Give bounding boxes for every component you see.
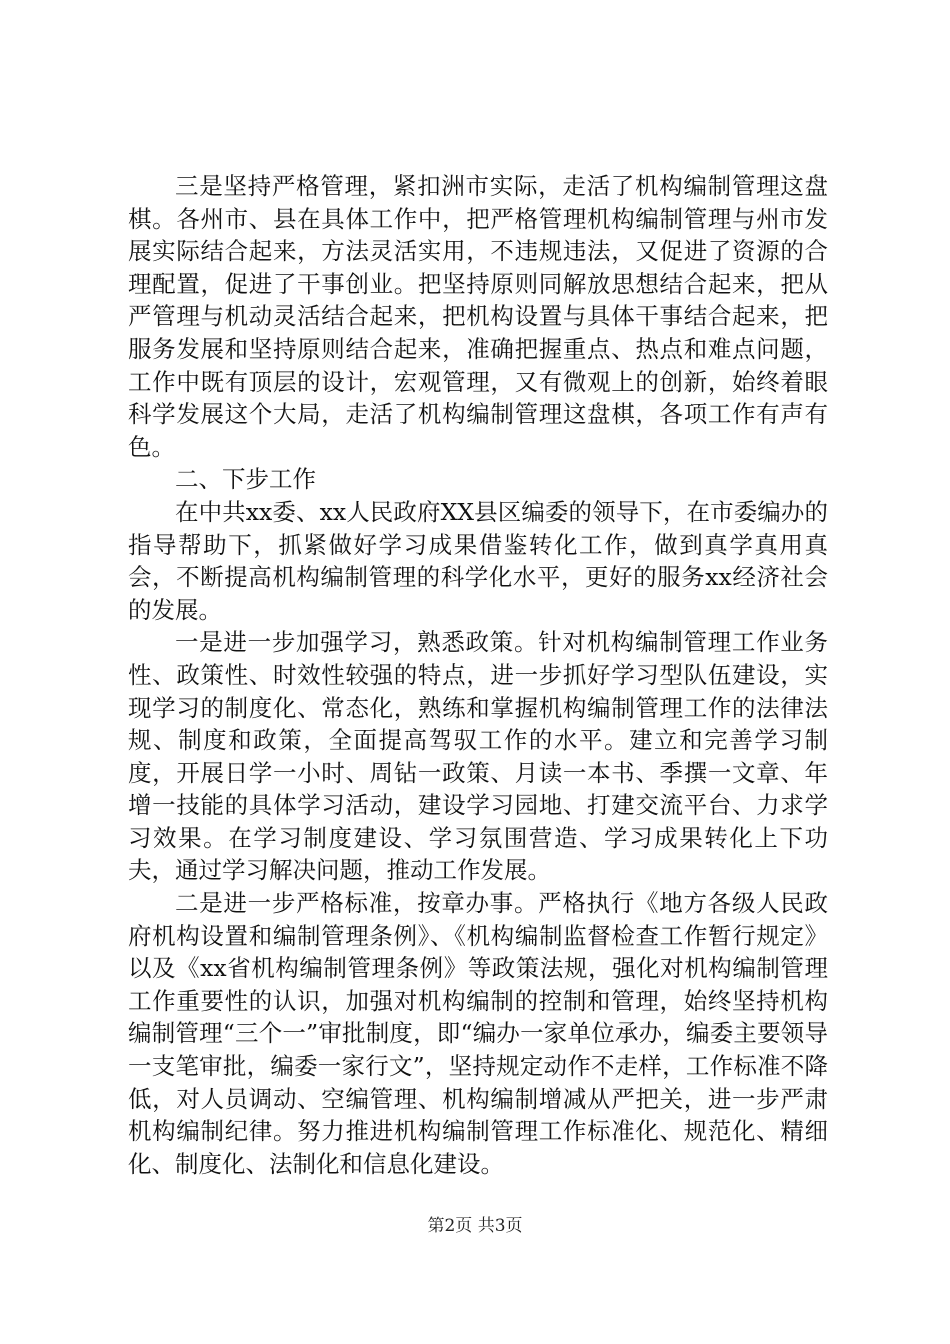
paragraph-strengthen-learning: 一是进一步加强学习，熟悉政策。针对机构编制管理工作业务性、政策性、时效性较强的特点，进一步抓好学习型队伍建设，实现学习的制度化、常态化，熟练和掌握机构编制管理工作的法律法规、制度和政策，全面提高驾驭工作的水平。建立和完善学习制度，开展日学一小时、周钻一政策、月读一本书、季撰一文章、年增一技能的具体学习活动，建设学习园地、打建交流平台、力求学习效果。在学习制度建设、学习氛围营造、学习成果转化上下功夫，通过学习解决问题，推动工作发展。 [128,628,828,885]
page-number-footer: 第2页 共3页 [427,1216,523,1236]
paragraph-next-steps-intro: 在中共xx委、xx人民政府XX县区编委的领导下，在市委编办的指导帮助下，抓紧做好学习成果借鉴转化工作，做到真学真用真会，不断提高机构编制管理的科学化水平，更好的服务xx经济社会的发展。 [128,497,828,624]
section-heading-next-steps: 二、下步工作 [175,465,316,494]
document-body [128,170,828,1180]
paragraph-strict-standards: 二是进一步严格标准，按章办事。严格执行《地方各级人民政府机构设置和编制管理条例》、《机构编制监督检查工作暂行规定》以及《xx省机构编制管理条例》等政策法规，强化对机构编制管理工作重要性的认识，加强对机构编制的控制和管理，始终坚持机构编制管理“三个一”审批制度，即“编办一家单位承办，编委主要领导一支笔审批，编委一家行文”，坚持规定动作不走样，工作标准不降低，对人员调动、空编管理、机构编制增减从严把关，进一步严肃机构编制纪律。努力推进机构编制管理工作标准化、规范化、精细化、制度化、法制化和信息化建设。 [128,889,828,1178]
paragraph-strict-management: 三是坚持严格管理，紧扣洲市实际，走活了机构编制管理这盘棋。各州市、县在具体工作中，把严格管理机构编制管理与州市发展实际结合起来，方法灵活实用，不违规违法，又促进了资源的合理配置，促进了干事创业。把坚持原则同解放思想结合起来，把从严管理与机动灵活结合起来，把机构设置与具体干事结合起来，把服务发展和坚持原则结合起来，准确把握重点、热点和难点问题，工作中既有顶层的设计，宏观管理，又有微观上的创新，始终着眼科学发展这个大局，走活了机构编制管理这盘棋，各项工作有声有色。 [128,172,828,461]
